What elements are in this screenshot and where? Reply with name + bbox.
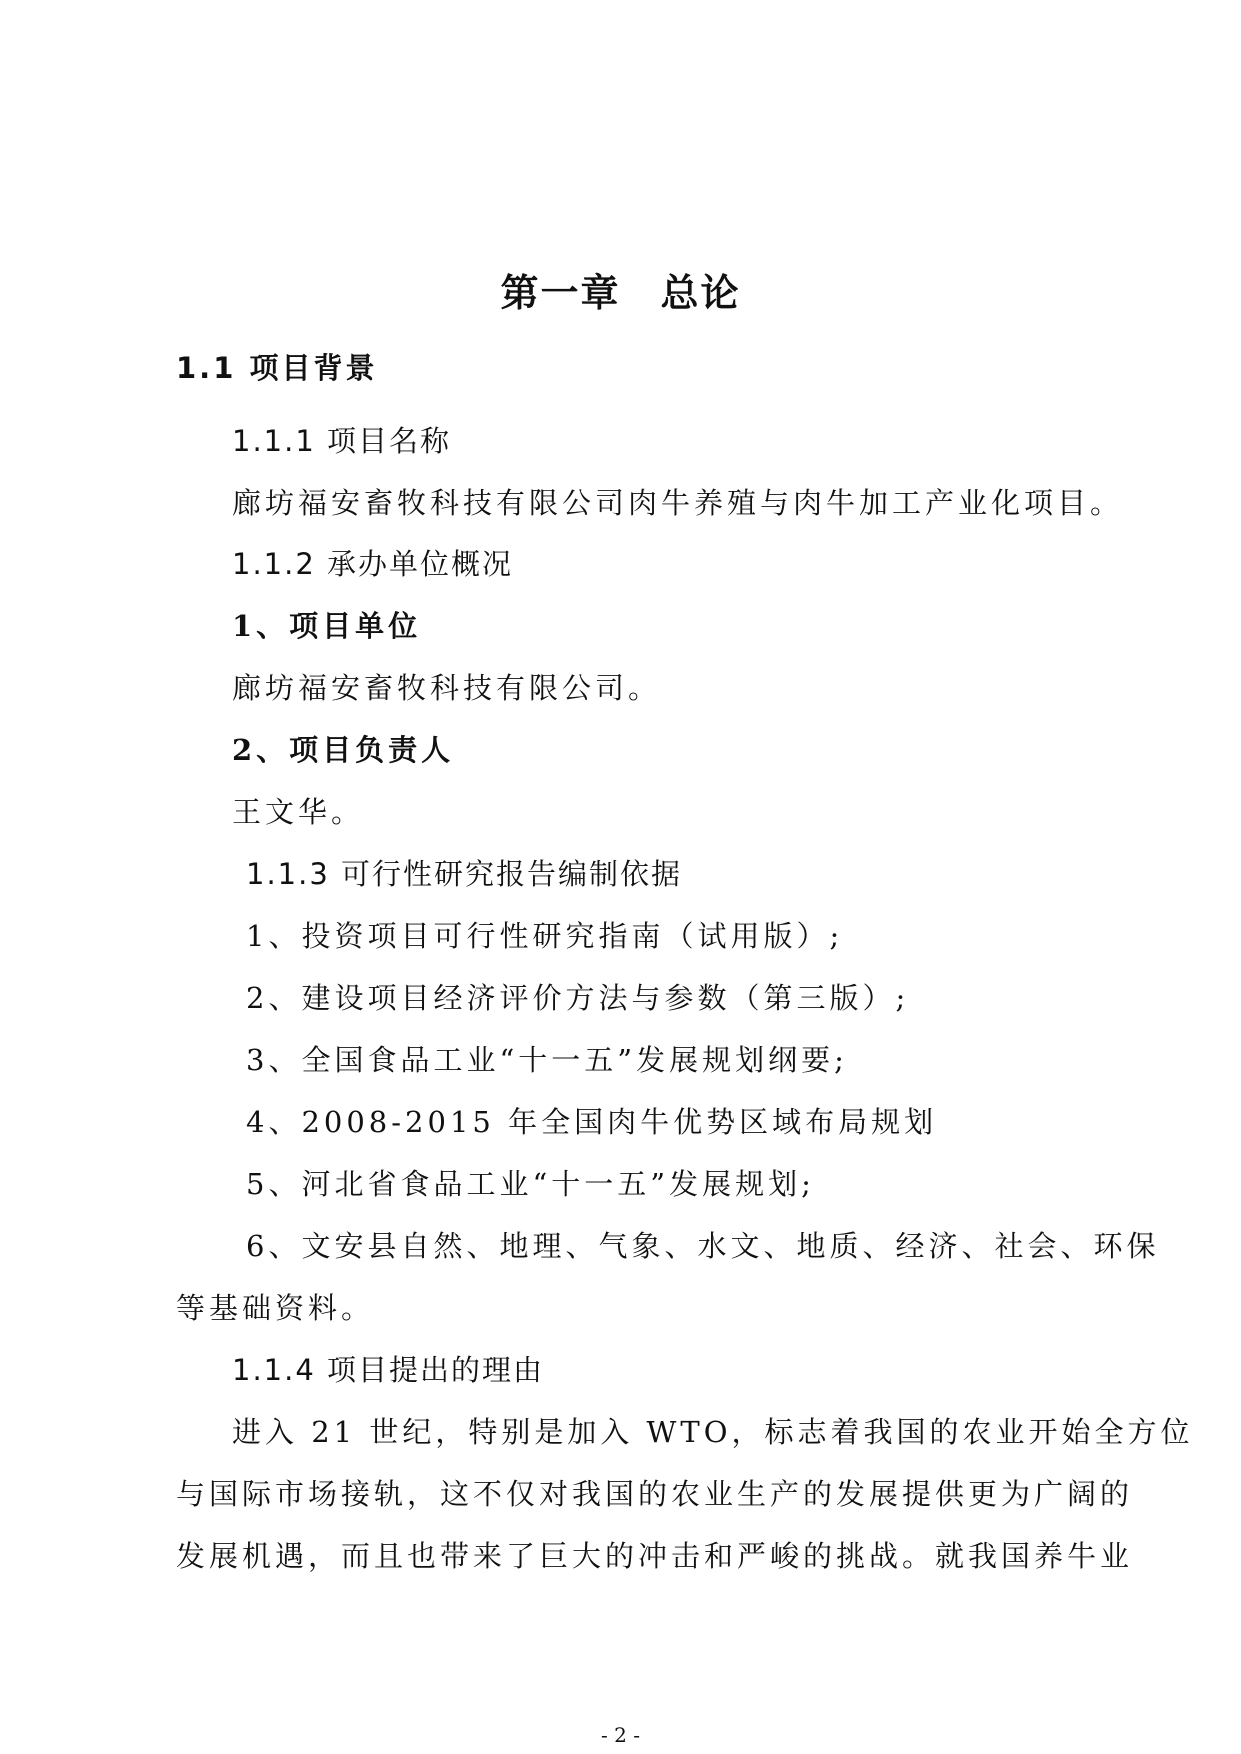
basis-item: 1、投资项目可行性研究指南（试用版）; <box>246 919 844 953</box>
reason-paragraph-line: 进入 21 世纪，特别是加入 WTO，标志着我国的农业开始全方位 <box>232 1415 1194 1449</box>
section-1-1-4-heading: 1.1.4 项目提出的理由 <box>232 1353 545 1387</box>
unit-heading: 1、项目单位 <box>232 609 422 643</box>
section-1-1-heading: 1.1 项目背景 <box>176 351 378 385</box>
reason-paragraph-line: 发展机遇，而且也带来了巨大的冲击和严峻的挑战。就我国养牛业 <box>176 1539 1134 1573</box>
basis-item-continued: 等基础资料。 <box>176 1291 375 1325</box>
section-1-1-3-heading: 1.1.3 可行性研究报告编制依据 <box>246 857 683 891</box>
basis-item: 3、全国食品工业“十一五”发展规划纲要; <box>246 1043 848 1077</box>
reason-paragraph-line: 与国际市场接轨，这不仅对我国的农业生产的发展提供更为广阔的 <box>176 1477 1134 1511</box>
basis-item: 5、河北省食品工业“十一五”发展规划; <box>246 1167 815 1201</box>
basis-item: 2、建设项目经济评价方法与参数（第三版）; <box>246 981 910 1015</box>
leader-heading: 2、项目负责人 <box>232 733 455 767</box>
basis-item: 4、2008-2015 年全国肉牛优势区域布局规划 <box>246 1105 938 1139</box>
leader-text: 王文华。 <box>232 795 365 829</box>
chapter-title: 第一章 总论 <box>500 271 741 315</box>
project-name-text: 廊坊福安畜牧科技有限公司肉牛养殖与肉牛加工产业化项目。 <box>232 486 1124 520</box>
unit-text: 廊坊福安畜牧科技有限公司。 <box>232 671 662 705</box>
section-1-1-1-heading: 1.1.1 项目名称 <box>232 424 452 458</box>
page-number: - 2 - <box>601 1723 640 1747</box>
section-1-1-2-heading: 1.1.2 承办单位概况 <box>232 547 514 581</box>
basis-item: 6、文安县自然、地理、气象、水文、地质、经济、社会、环保 <box>246 1229 1160 1263</box>
